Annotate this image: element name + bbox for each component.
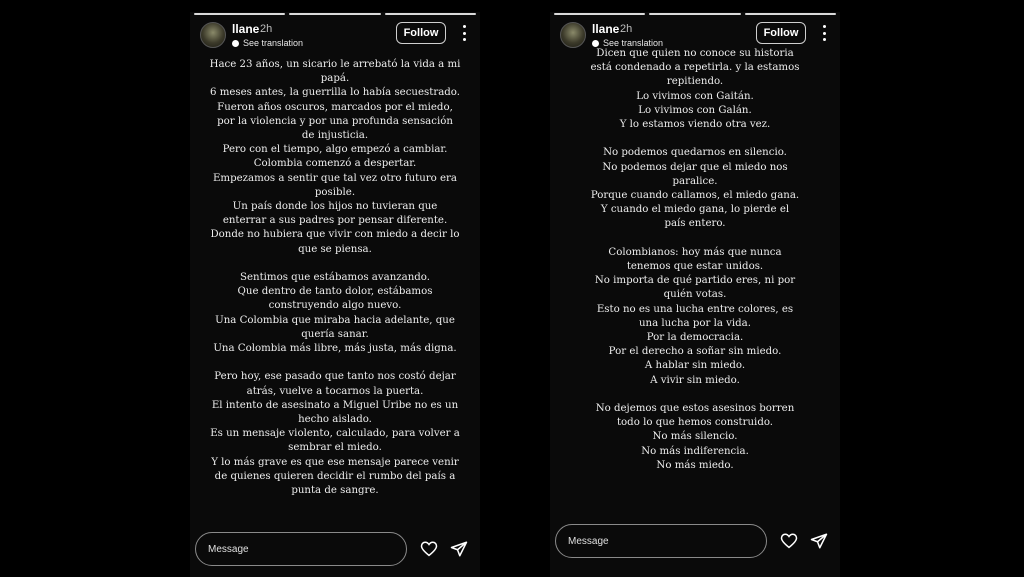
follow-button[interactable]: Follow: [396, 22, 446, 44]
see-translation-label: See translation: [243, 38, 304, 48]
progress-segment: [649, 13, 740, 15]
username[interactable]: llane: [592, 22, 620, 36]
see-translation-link[interactable]: [232, 38, 303, 48]
username[interactable]: llane: [232, 22, 260, 36]
progress-segment: [194, 13, 285, 15]
story-panel-left: [190, 12, 480, 577]
heart-icon[interactable]: [780, 532, 798, 550]
globe-icon: [592, 40, 599, 47]
progress-segment: [554, 13, 645, 15]
progress-segment: [745, 13, 836, 15]
see-translation-label: See translation: [603, 38, 664, 48]
message-input[interactable]: [555, 524, 767, 558]
avatar[interactable]: [560, 22, 586, 48]
progress-segment: [289, 13, 380, 15]
follow-button[interactable]: Follow: [756, 22, 806, 44]
heart-icon[interactable]: [420, 540, 438, 558]
avatar[interactable]: [200, 22, 226, 48]
globe-icon: [232, 40, 239, 47]
story-footer: [195, 532, 475, 568]
story-footer: [555, 524, 835, 560]
more-options-icon[interactable]: [462, 25, 466, 41]
more-options-icon[interactable]: [822, 25, 826, 41]
story-panel-right: [550, 12, 840, 577]
story-progress-bar: [194, 13, 476, 15]
send-icon[interactable]: [450, 540, 468, 558]
progress-segment: [385, 13, 476, 15]
post-time: 2h: [260, 23, 273, 35]
story-header: [198, 20, 472, 52]
send-icon[interactable]: [810, 532, 828, 550]
story-text: Hace 23 años, un sicario le arrebató la vida a mi papá. 6 meses antes, la guerrilla lo había secuestrado. Fueron años oscuros, marcados por el miedo, por la violencia y por una profunda sensación de injusticia. Pero con el tiempo, algo empezó a cambiar. Colombia comenzó a despertar. Empezamos a sentir que tal vez otro futuro era posible. Un país donde los hijos no tuvieran que enterrar a sus padres por pensar diferente. Donde no hubiera que vivir con miedo a decir lo que se piensa. Sentimos que estábamos avanzando. Que dentro de tanto dolor, estábamos construyendo algo nuevo. Una Colombia que miraba hacia adelante, que quería sanar. Una Colombia más libre, más justa, más digna. Pero hoy, ese pasado que tanto nos costó dejar atrás, vuelve a tocarnos la puerta. El intento de asesinato a Miguel Uribe no es un hecho aislado. Es un mensaje violento, calculado, para volver a sembrar el miedo. Y lo más grave es que ese mensaje parece venir de quienes quieren decidir el rumbo del país a punta de sangre.: [209, 59, 461, 497]
story-progress-bar: [554, 13, 836, 15]
post-time: 2h: [620, 23, 633, 35]
message-input[interactable]: [195, 532, 407, 566]
story-text: Dicen que quien no conoce su historia está condenado a repetirla. y la estamos repitiendo. Lo vivimos con Gaitán. Lo vivimos con Galán. Y lo estamos viendo otra vez. No podemos quedarnos en silencio. No podemos dejar que el miedo nos paralice. Porque cuando callamos, el miedo gana. Y cuando el miedo gana, lo pierde el país entero. Colombianos: hoy más que nunca tenemos que estar unidos. No importa de qué partido eres, ni por quién votas. Esto no es una lucha entre colores, es una lucha por la vida. Por la democracia. Por el derecho a soñar sin miedo. A hablar sin miedo. A vivir sin miedo. No dejemos que estos asesinos borren todo lo que hemos construido. No más silencio. No más indiferencia. No más miedo.: [590, 48, 800, 471]
